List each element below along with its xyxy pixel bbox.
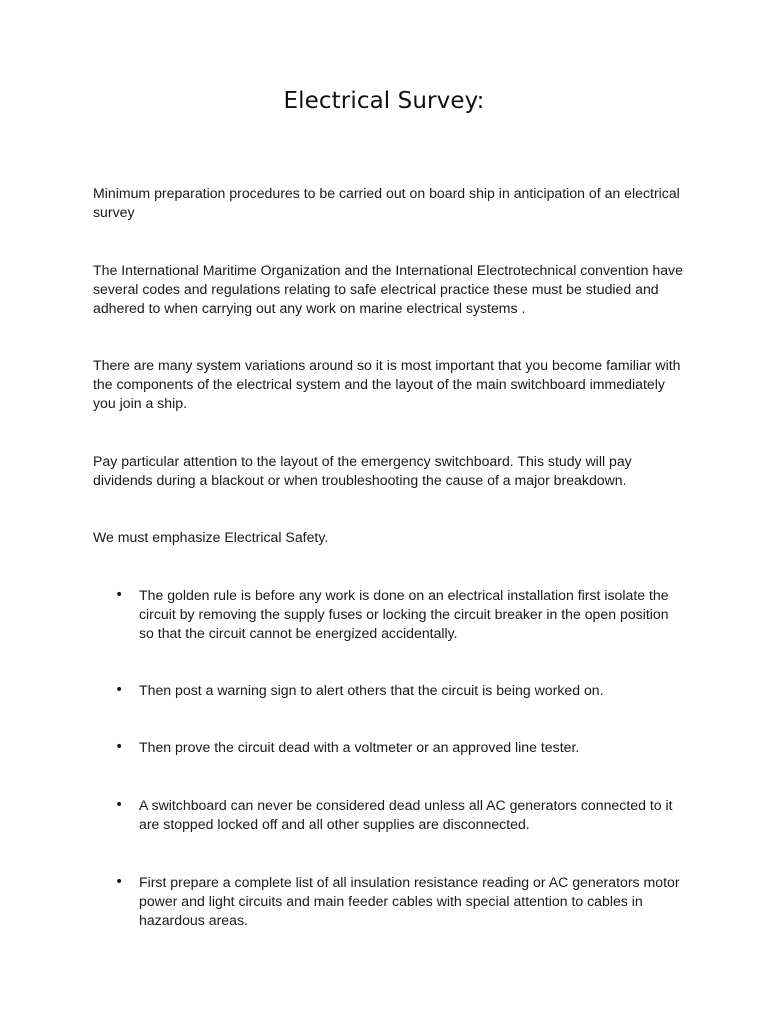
- paragraph-intro: Minimum preparation procedures to be carried out on board ship in anticipation of an electrical survey: [93, 185, 680, 220]
- list-item-text: Then prove the circuit dead with a voltmeter or an approved line tester.: [139, 739, 580, 755]
- bullet-icon: •: [115, 797, 124, 813]
- paragraph-system-variations: There are many system variations around so it is most important that you become familiar with the components of the electrical system and the layout of the main switchboard immediately you join a ship.: [93, 357, 681, 411]
- list-item-text: Then post a warning sign to alert others that the circuit is being worked on.: [139, 682, 604, 698]
- bullet-icon: •: [115, 874, 124, 890]
- bullet-icon: •: [115, 682, 124, 698]
- bullet-icon: •: [115, 739, 124, 755]
- page-title: Electrical Survey:: [283, 88, 485, 114]
- bullet-icon: •: [115, 587, 124, 603]
- paragraph-emergency-switchboard: Pay particular attention to the layout of the emergency switchboard. This study will pay dividends during a blackout or when troubleshooting the cause of a major breakdown.: [93, 453, 632, 488]
- paragraph-regulations: The International Maritime Organization and the International Electrotechnical convention have several codes and regulations relating to safe electrical practice these must be studied and adhered to when carrying out any work on marine electrical systems .: [93, 262, 683, 316]
- list-item-text: The golden rule is before any work is done on an electrical installation first isolate the circuit by removing the supply fuses or locking the circuit breaker in the open position so that the circuit cannot be energized accidentally.: [139, 587, 669, 641]
- list-item-text: A switchboard can never be considered dead unless all AC generators connected to it are stopped locked off and all other supplies are disconnected.: [139, 797, 673, 832]
- paragraph-safety: We must emphasize Electrical Safety.: [93, 529, 329, 545]
- list-item-text: First prepare a complete list of all insulation resistance reading or AC generators motor power and light circuits and main feeder cables with special attention to cables in hazardous areas.: [139, 874, 680, 928]
